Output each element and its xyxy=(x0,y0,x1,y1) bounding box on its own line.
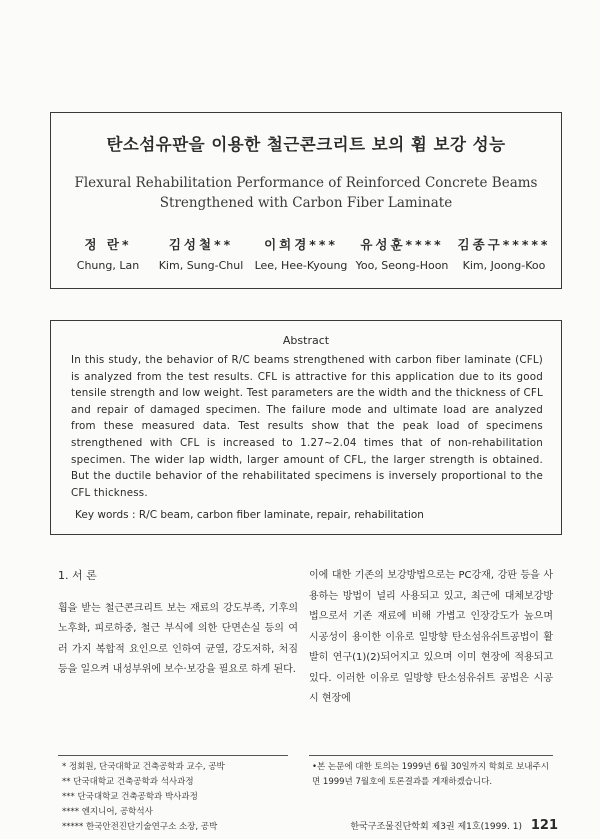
author-3 xyxy=(246,235,356,272)
author-3-name-ko: 이희경*** xyxy=(264,237,338,252)
right-column xyxy=(309,566,553,710)
paper-title-korean: 탄소섬유판을 이용한 철근콘크리트 보의 휨 보강 성능 xyxy=(106,135,506,154)
page-footer xyxy=(350,818,558,833)
author-2-name-en: Kim, Sung-Chul xyxy=(158,259,244,272)
abstract-box xyxy=(50,320,562,535)
author-4-name-ko: 유성훈**** xyxy=(360,237,444,252)
paper-title-english xyxy=(51,173,561,213)
left-column xyxy=(58,566,298,681)
author-2-name-ko: 김성철** xyxy=(168,237,234,252)
author-5-name-ko: 김종구***** xyxy=(457,237,551,252)
footnote-5: ***** 한국안전진단기술연구소 소장, 공박 xyxy=(62,822,218,832)
section-heading: 1. 서 론 xyxy=(58,569,97,582)
footnote-4: **** 엔지니어, 공학석사 xyxy=(62,807,153,817)
author-2 xyxy=(146,235,256,272)
footnotes-left xyxy=(62,760,302,835)
author-1-name-en: Chung, Lan xyxy=(76,259,140,272)
author-4-name-en: Yoo, Seong-Hoon xyxy=(355,259,449,272)
title-en-line1: Flexural Rehabilitation Performance of Reinforced Concrete Beams xyxy=(74,175,538,191)
author-3-name-en: Lee, Hee-Kyoung xyxy=(254,259,348,272)
title-en-line2: Strengthened with Carbon Fiber Laminate xyxy=(159,195,453,211)
footnote-3: *** 단국대학교 건축공학과 박사과정 xyxy=(62,792,198,802)
abstract-heading: Abstract xyxy=(282,334,330,347)
title-box xyxy=(50,112,562,289)
right-body-text: 이에 대한 기존의 보강방법으로는 PC강재, 강판 등을 사용하는 방법이 널리 사용되고 있고, 최근에 대체보강방법으로서 기존 재료에 비해 가볍고 인장강도가 높으며 시공성이 용이한 이유로 일방향 탄소섬유쉬트공법이 활발히 연구(1)(2)되어지고 있으며 이미 현장에 적용되고 있다. 이러한 이유로 일방향 탄소섬유쉬트 공법은 시공시 현장에 xyxy=(309,570,553,704)
keywords: Key words : R/C beam, carbon fiber laminate, repair, rehabilitation xyxy=(75,509,424,521)
footnote-rule-left xyxy=(58,755,288,756)
left-body-text: 휨을 받는 철근콘크리트 보는 재료의 강도부족, 기후의 노후화, 피로하중, 철근 부식에 의한 단면손실 등의 여러 가지 복합적 요인으로 인하여 균열, 강도저하, 처짐 등을 일으켜 내성부위에 보수·보강을 필요로 하게 된다. xyxy=(58,602,298,675)
journal-name: 한국구조물진단학회 제3권 제1호(1999. 1) xyxy=(350,822,522,832)
footnote-rule-right xyxy=(309,755,553,756)
footnote-2: ** 단국대학교 건축공학과 석사과정 xyxy=(62,777,194,787)
footnote-right: •본 논문에 대한 토의는 1999년 6월 30일까지 학회로 보내주시면 1999년 7월호에 토론결과를 게재하겠습니다. xyxy=(312,762,549,787)
page-number: 121 xyxy=(530,818,558,833)
footnote-1: * 정회원, 단국대학교 건축공학과 교수, 공박 xyxy=(62,762,225,772)
abstract-text: In this study, the behavior of R/C beams strengthened with carbon fiber laminate (CFL) is analyzed from the test results. CFL is attractive for this application due to its good tensile strength and low weight. Test parameters are the width and the thickness of CFL and repair of damaged specimen. The failure mode and ultimate load are analyzed from these measured data. Test results show that the peak load of specimens strengthened with CFL is increased to 1.27~2.04 times that of non-rehabilitation specimen. The wider lap width, larger amount of CFL, the larger strength is obtained. But the ductile behavior of the rehabilitated specimens is inversely proportional to the CFL thickness. xyxy=(71,354,543,499)
author-4 xyxy=(347,235,457,272)
author-1-name-ko: 정 란* xyxy=(84,237,132,252)
author-5-name-en: Kim, Joong-Koo xyxy=(462,259,546,272)
author-5 xyxy=(449,235,559,272)
